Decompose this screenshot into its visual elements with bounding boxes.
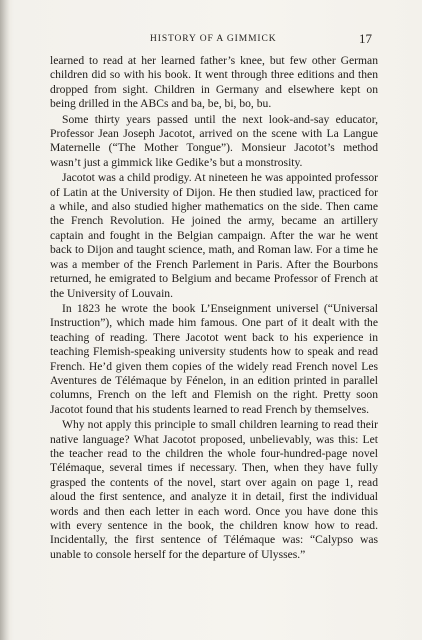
- gutter-shadow: [0, 0, 10, 640]
- running-head-title: HISTORY OF A GIMMICK: [150, 34, 277, 44]
- paragraph: Why not apply this principle to small children learning to read their native language? What Jacotot proposed, unbelievably, was this: Let the teacher read to the children the whole four-hundred-page novel Télémaque, several times if necessary. Then, when they have fully grasped the contents of the novel, start over again on page 1, read aloud the first sentence, and analyze it in detail, first the individual words and then each letter in each word. Once you have done this with every sentence in the book, the children know how to read. Incidentally, the first sentence of Télémaque was: “Calypso was unable to console herself for the departure of Ulysses.”: [50, 418, 378, 561]
- body-text: [50, 54, 378, 562]
- paragraph: learned to read at her learned father’s knee, but few other German children did so with his book. It went through three editions and then dropped from sight. Children in Germany and elsewhere kept on being drilled in the ABCs and ba, be, bi, bo, bu.: [50, 54, 378, 111]
- paragraph: In 1823 he wrote the book L’Enseignment universel (“Universal Instruction”), which made him famous. One part of it dealt with the teaching of reading. There Jacotot went back to his experience in teaching Flemish-speaking university students how to speak and read French. He’d given them copies of the widely read French novel Les Aventures de Télémaque by Fénelon, in an edition printed in parallel columns, French on the left and Flemish on the right. Pretty soon Jacotot found that his students learned to read French by themselves.: [50, 301, 378, 416]
- page-number: 17: [359, 31, 372, 46]
- paragraph: Some thirty years passed until the next look-and-say educator, Professor Jean Joseph Jacotot, arrived on the scene with La Langue Maternelle (“The Mother Tongue”). Monsieur Jacotot’s method wasn’t just a gimmick like Gedike’s but a monstrosity.: [50, 112, 378, 169]
- paragraph: Jacotot was a child prodigy. At nineteen he was appointed professor of Latin at the University of Dijon. He then studied law, practiced for a while, and also studied higher mathematics on the side. Then came the French Revolution. He joined the army, became an artillery captain and fought in the Belgian campaign. After the war he went back to Dijon and taught science, math, and Roman law. For a time he was a member of the French Parlement in Paris. After the Bourbons returned, he emigrated to Belgium and became Professor of French at the University of Louvain.: [50, 171, 378, 300]
